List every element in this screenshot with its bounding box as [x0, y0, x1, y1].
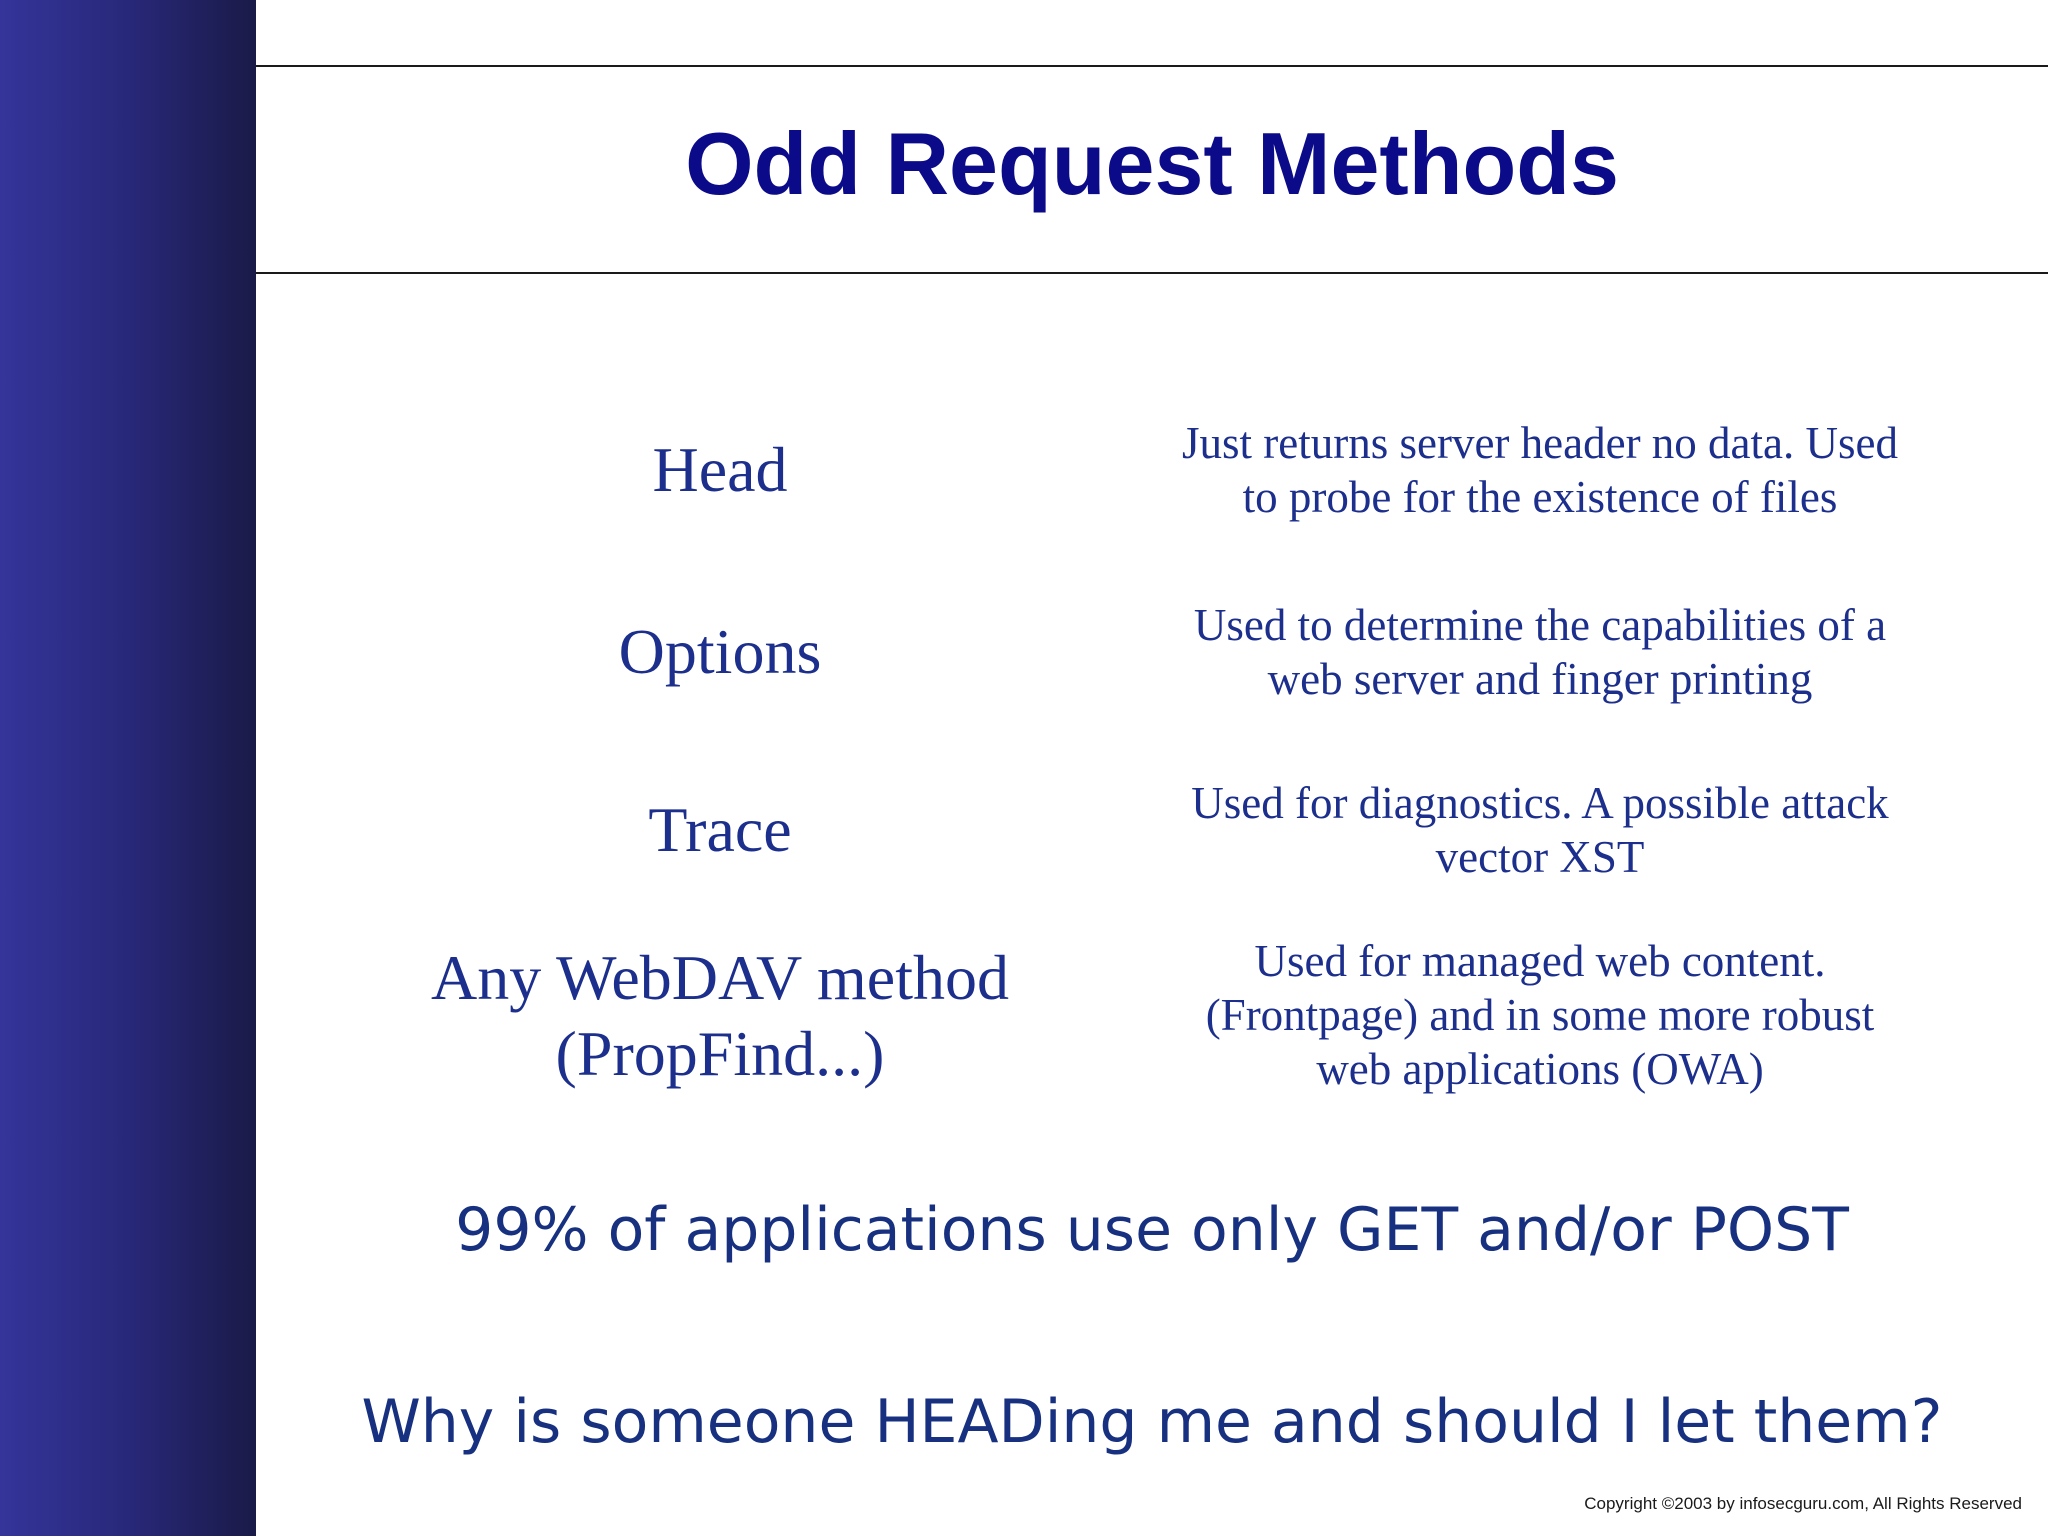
method-name-line: Head: [652, 434, 788, 505]
description-line: Just returns server header no data. Used: [1181, 418, 1898, 468]
method-head-description: [1120, 416, 1960, 524]
method-webdav: [340, 940, 1100, 1092]
method-name-line: Trace: [648, 794, 792, 865]
method-trace: [340, 792, 1100, 868]
description-line: Used for managed web content.: [1254, 936, 1826, 986]
description-line: to probe for the existence of files: [1242, 472, 1838, 522]
method-head: [340, 432, 1100, 508]
copyright-footer: Copyright ©2003 by infosecguru.com, All Rights Reserved: [1584, 1494, 2022, 1513]
description-line: (Frontpage) and in some more robust: [1205, 990, 1875, 1040]
slide-title: Odd Request Methods: [685, 114, 1619, 213]
method-trace-description: [1120, 776, 1960, 884]
method-webdav-description: [1120, 934, 1960, 1096]
title-top-rule: [256, 65, 2048, 67]
description-line: vector XST: [1435, 832, 1645, 882]
method-name-line: Any WebDAV method: [431, 942, 1009, 1013]
method-name-line: Options: [618, 616, 822, 687]
method-options-description: [1120, 598, 1960, 706]
title-bottom-rule: [256, 272, 2048, 274]
note-heading-question: Why is someone HEADing me and should I let them?: [361, 1387, 1943, 1457]
description-line: web applications (OWA): [1316, 1044, 1764, 1094]
note-get-post-usage: 99% of applications use only GET and/or POST: [455, 1195, 1849, 1265]
method-options: [340, 614, 1100, 690]
sidebar-gradient-band: [0, 0, 256, 1536]
description-line: Used for diagnostics. A possible attack: [1191, 778, 1889, 828]
method-name-line: (PropFind...): [555, 1018, 885, 1089]
description-line: Used to determine the capabilities of a: [1193, 600, 1887, 650]
description-line: web server and finger printing: [1267, 654, 1813, 704]
